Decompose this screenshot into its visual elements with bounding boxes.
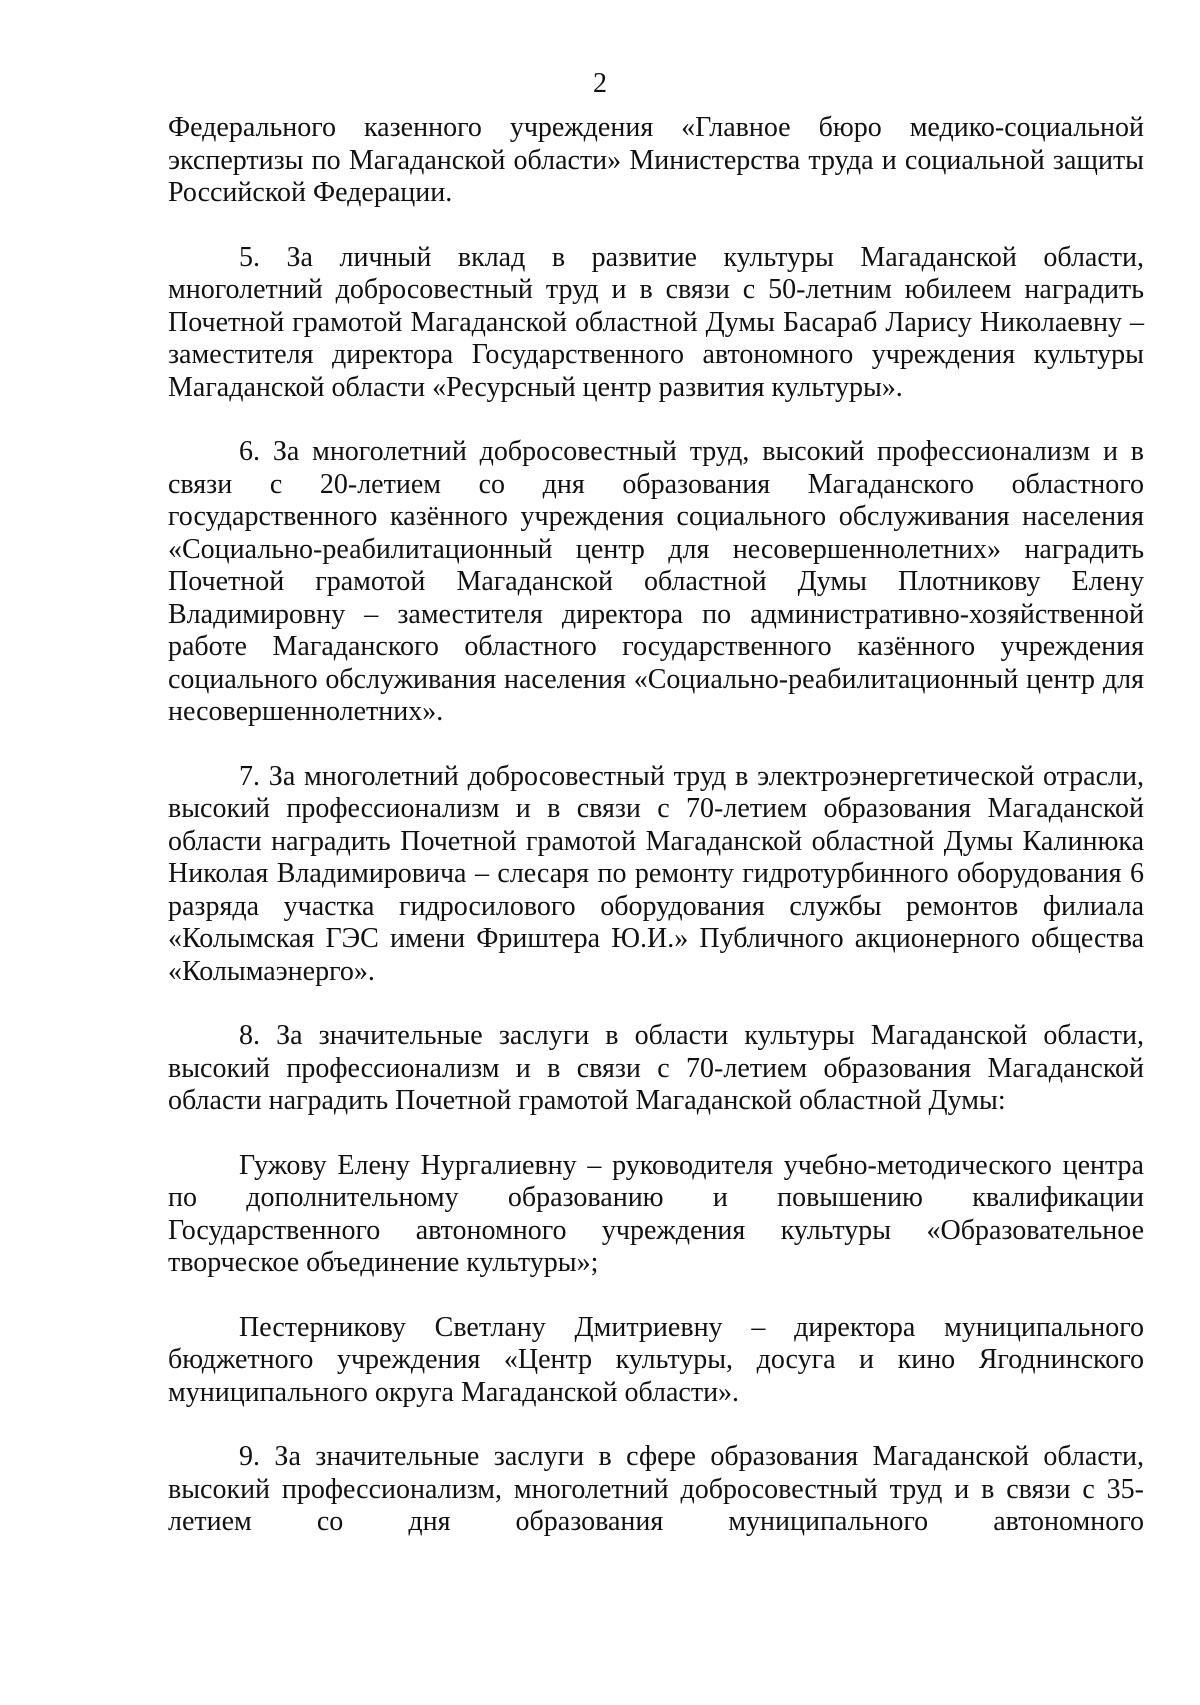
- paragraph-item-9: 9. За значительные заслуги в сфере образования Магаданской области, высокий профессионализм, многолетний добросовестный труд и в связи с 35-летием со дня образования муниципального автономного: [168, 1441, 1144, 1537]
- paragraph-item-5: 5. За личный вклад в развитие культуры Магаданской области, многолетний добросовестный труд и в связи с 50-летним юбилеем наградить Почетной грамотой Магаданской областной Думы Басараб Ларису Николаевну – заместителя директора Государственного автономного учреждения культуры Магаданской области «Ресурсный центр развития культуры».: [168, 241, 1144, 403]
- paragraph-item-6: 6. За многолетний добросовестный труд, высокий профессионализм и в связи с 20-летием со дня образования Магаданского областного государственного казённого учреждения социального обслуживания населения «Социально-реабилитационный центр для несовершеннолетних» наградить Почетной грамотой Магаданской областной Думы Плотникову Елену Владимировну – заместителя директора по административно-хозяйственной работе Магаданского областного государственного казённого учреждения социального обслуживания населения «Социально-реабилитационный центр для несовершеннолетних».: [168, 436, 1144, 727]
- paragraph-awardee-pesternikova: Пестерникову Светлану Дмитриевну – директора муниципального бюджетного учреждения «Центр культуры, досуга и кино Ягоднинского муниципального округа Магаданской области».: [168, 1311, 1144, 1408]
- paragraph-continuation: Федерального казенного учреждения «Главное бюро медико-социальной экспертизы по Магаданской области» Министерства труда и социальной защиты Российской Федерации.: [168, 112, 1144, 208]
- paragraph-item-8: 8. За значительные заслуги в области культуры Магаданской области, высокий профессионализм и в связи с 70-летием образования Магаданской области наградить Почетной грамотой Магаданской областной Думы:: [168, 1020, 1144, 1116]
- paragraph-awardee-guzhova: Гужову Елену Нургалиевну – руководителя учебно-методического центра по дополнительному образованию и повышению квалификации Государственного автономного учреждения культуры «Образовательное творческое объединение культуры»;: [168, 1149, 1144, 1278]
- page-number: 2: [593, 68, 607, 99]
- document-body: [168, 112, 1144, 1539]
- paragraph-item-7: 7. За многолетний добросовестный труд в электроэнергетической отрасли, высокий профессионализм и в связи с 70-летием образования Магаданской области наградить Почетной грамотой Магаданской областной Думы Калинюка Николая Владимировича – слесаря по ремонту гидротурбинного оборудования 6 разряда участка гидросилового оборудования службы ремонтов филиала «Колымская ГЭС имени Фриштера Ю.И.» Публичного акционерного общества «Колымаэнерго».: [168, 760, 1144, 987]
